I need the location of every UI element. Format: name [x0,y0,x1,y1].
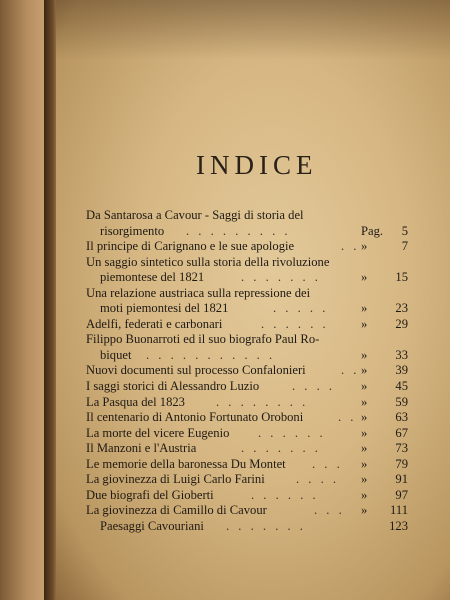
toc-entry-title: Un saggio sintetico sulla storia della rivoluzione [86,254,330,269]
toc-entry-page-prefix: » [361,379,368,394]
toc-entry-title: moti piemontesi del 1821 [100,301,229,316]
toc-entry-page-number: 97 [395,487,408,502]
toc-entry [86,301,408,317]
toc-entry-leader: . . . [314,503,345,518]
toc-entry-page-prefix: » [361,316,368,331]
toc-entry-title: Una relazione austriaca sulla repressione dei [86,285,311,300]
toc-entry-leader: . . . . . . . . . [186,223,291,238]
toc-entry-title: La giovinezza di Camillo di Cavour [86,503,267,518]
toc-entry-page-prefix: » [361,363,368,378]
toc-entry-leader: . . . . . . . . . . . [146,347,276,362]
toc-entry-leader: . . . . . . . . [216,394,309,409]
toc-entry-page-prefix: Pag. [361,223,384,238]
toc-entry [86,239,408,255]
toc-entry-page-prefix: » [361,301,368,316]
toc-entry [86,348,408,364]
toc-entry [86,270,408,286]
toc-entry-title: Paesaggi Cavouriani [100,518,204,533]
toc-entry-leader: . . [341,239,360,254]
toc-entry [86,208,408,224]
toc-entry-page-number: 111 [390,503,408,518]
toc-entry-title: La Pasqua del 1823 [86,394,185,409]
toc-entry-page-number: 39 [395,363,408,378]
toc-entry-title: Filippo Buonarroti ed il suo biografo Paul Ro- [86,332,320,347]
toc-entry-page-prefix: » [361,410,368,425]
toc-entry [86,363,408,379]
index-title: INDICE [196,150,318,180]
toc-entry-page-prefix: » [361,425,368,440]
toc-entry [86,519,408,535]
toc-entry [86,224,408,240]
toc-entry-title: risorgimento [100,223,165,238]
toc-entry [86,410,408,426]
toc-entry-leader: . . [338,410,357,425]
toc-entry-page-prefix: » [361,487,368,502]
toc-entry [86,332,408,348]
toc-entry-title: I saggi storici di Alessandro Luzio [86,379,260,394]
toc-entry-title: Il Manzoni e l'Austria [86,441,197,456]
toc-entry-page-number: 23 [395,301,408,316]
toc-entry-page-number: 33 [395,347,408,362]
toc-entry-leader: . . . . . [273,301,329,316]
toc-entry [86,441,408,457]
toc-entry-leader: . . . . [296,472,340,487]
toc-entry [86,255,408,271]
toc-entry-page-prefix: » [361,347,368,362]
toc-entry-page-number: 45 [395,379,408,394]
toc-entry [86,317,408,333]
toc-entry-leader: . . [341,363,360,378]
toc-entry-leader: . . . . . . . [241,270,321,285]
toc-entry-title: Due biografi del Gioberti [86,487,214,502]
toc-entry [86,472,408,488]
toc-entry-page-prefix: » [361,394,368,409]
toc-entry-title: Il centenario di Antonio Fortunato Oroboni [86,410,304,425]
toc-entry [86,488,408,504]
toc-entry-page-prefix: » [361,441,368,456]
toc-entry-page-number: 79 [395,456,408,471]
toc-entry-page-prefix: » [361,472,368,487]
table-of-contents [86,208,408,534]
toc-entry-leader: . . . . . . [258,425,326,440]
toc-entry [86,286,408,302]
left-page-edge [0,0,48,600]
toc-entry-title: Il principe di Carignano e le sue apologie [86,239,295,254]
toc-entry [86,379,408,395]
toc-entry-leader: . . . . . . [261,316,329,331]
toc-entry-title: Nuovi documenti sul processo Confalonieri [86,363,306,378]
toc-entry-leader: . . . . [292,379,336,394]
toc-entry-page-number: 91 [395,472,408,487]
toc-entry-title: Adelfi, federati e carbonari [86,316,223,331]
toc-entry-leader: . . . . . . [251,487,319,502]
toc-entry-page-prefix: » [361,239,368,254]
toc-entry-page-number: 7 [401,239,408,254]
toc-entry [86,503,408,519]
toc-entry-page-prefix: » [361,456,368,471]
toc-entry-title: biquet [100,347,132,362]
toc-entry [86,457,408,473]
toc-entry-page-number: 29 [395,316,408,331]
toc-entry-page-prefix: » [361,270,368,285]
toc-entry-leader: . . . . . . . [226,518,306,533]
toc-entry-page-prefix: » [361,503,368,518]
toc-entry-leader: . . . [312,456,343,471]
toc-entry-title: La morte del vicere Eugenio [86,425,230,440]
toc-entry-page-number: 5 [401,223,408,238]
toc-entry-leader: . . . . . . . [241,441,321,456]
toc-entry-title: Le memorie della baronessa Du Montet [86,456,286,471]
toc-entry-page-number: 73 [395,441,408,456]
toc-entry [86,395,408,411]
toc-entry-title: piemontese del 1821 [100,270,205,285]
toc-entry-page-number: 123 [389,518,408,533]
toc-entry-page-number: 59 [395,394,408,409]
page-shadow [56,0,450,60]
toc-entry-page-number: 67 [395,425,408,440]
toc-entry-page-number: 63 [395,410,408,425]
toc-entry-page-number: 15 [395,270,408,285]
toc-entry [86,426,408,442]
toc-entry-title: Da Santarosa a Cavour - Saggi di storia del [86,208,304,222]
toc-entry-title: La giovinezza di Luigi Carlo Farini [86,472,265,487]
